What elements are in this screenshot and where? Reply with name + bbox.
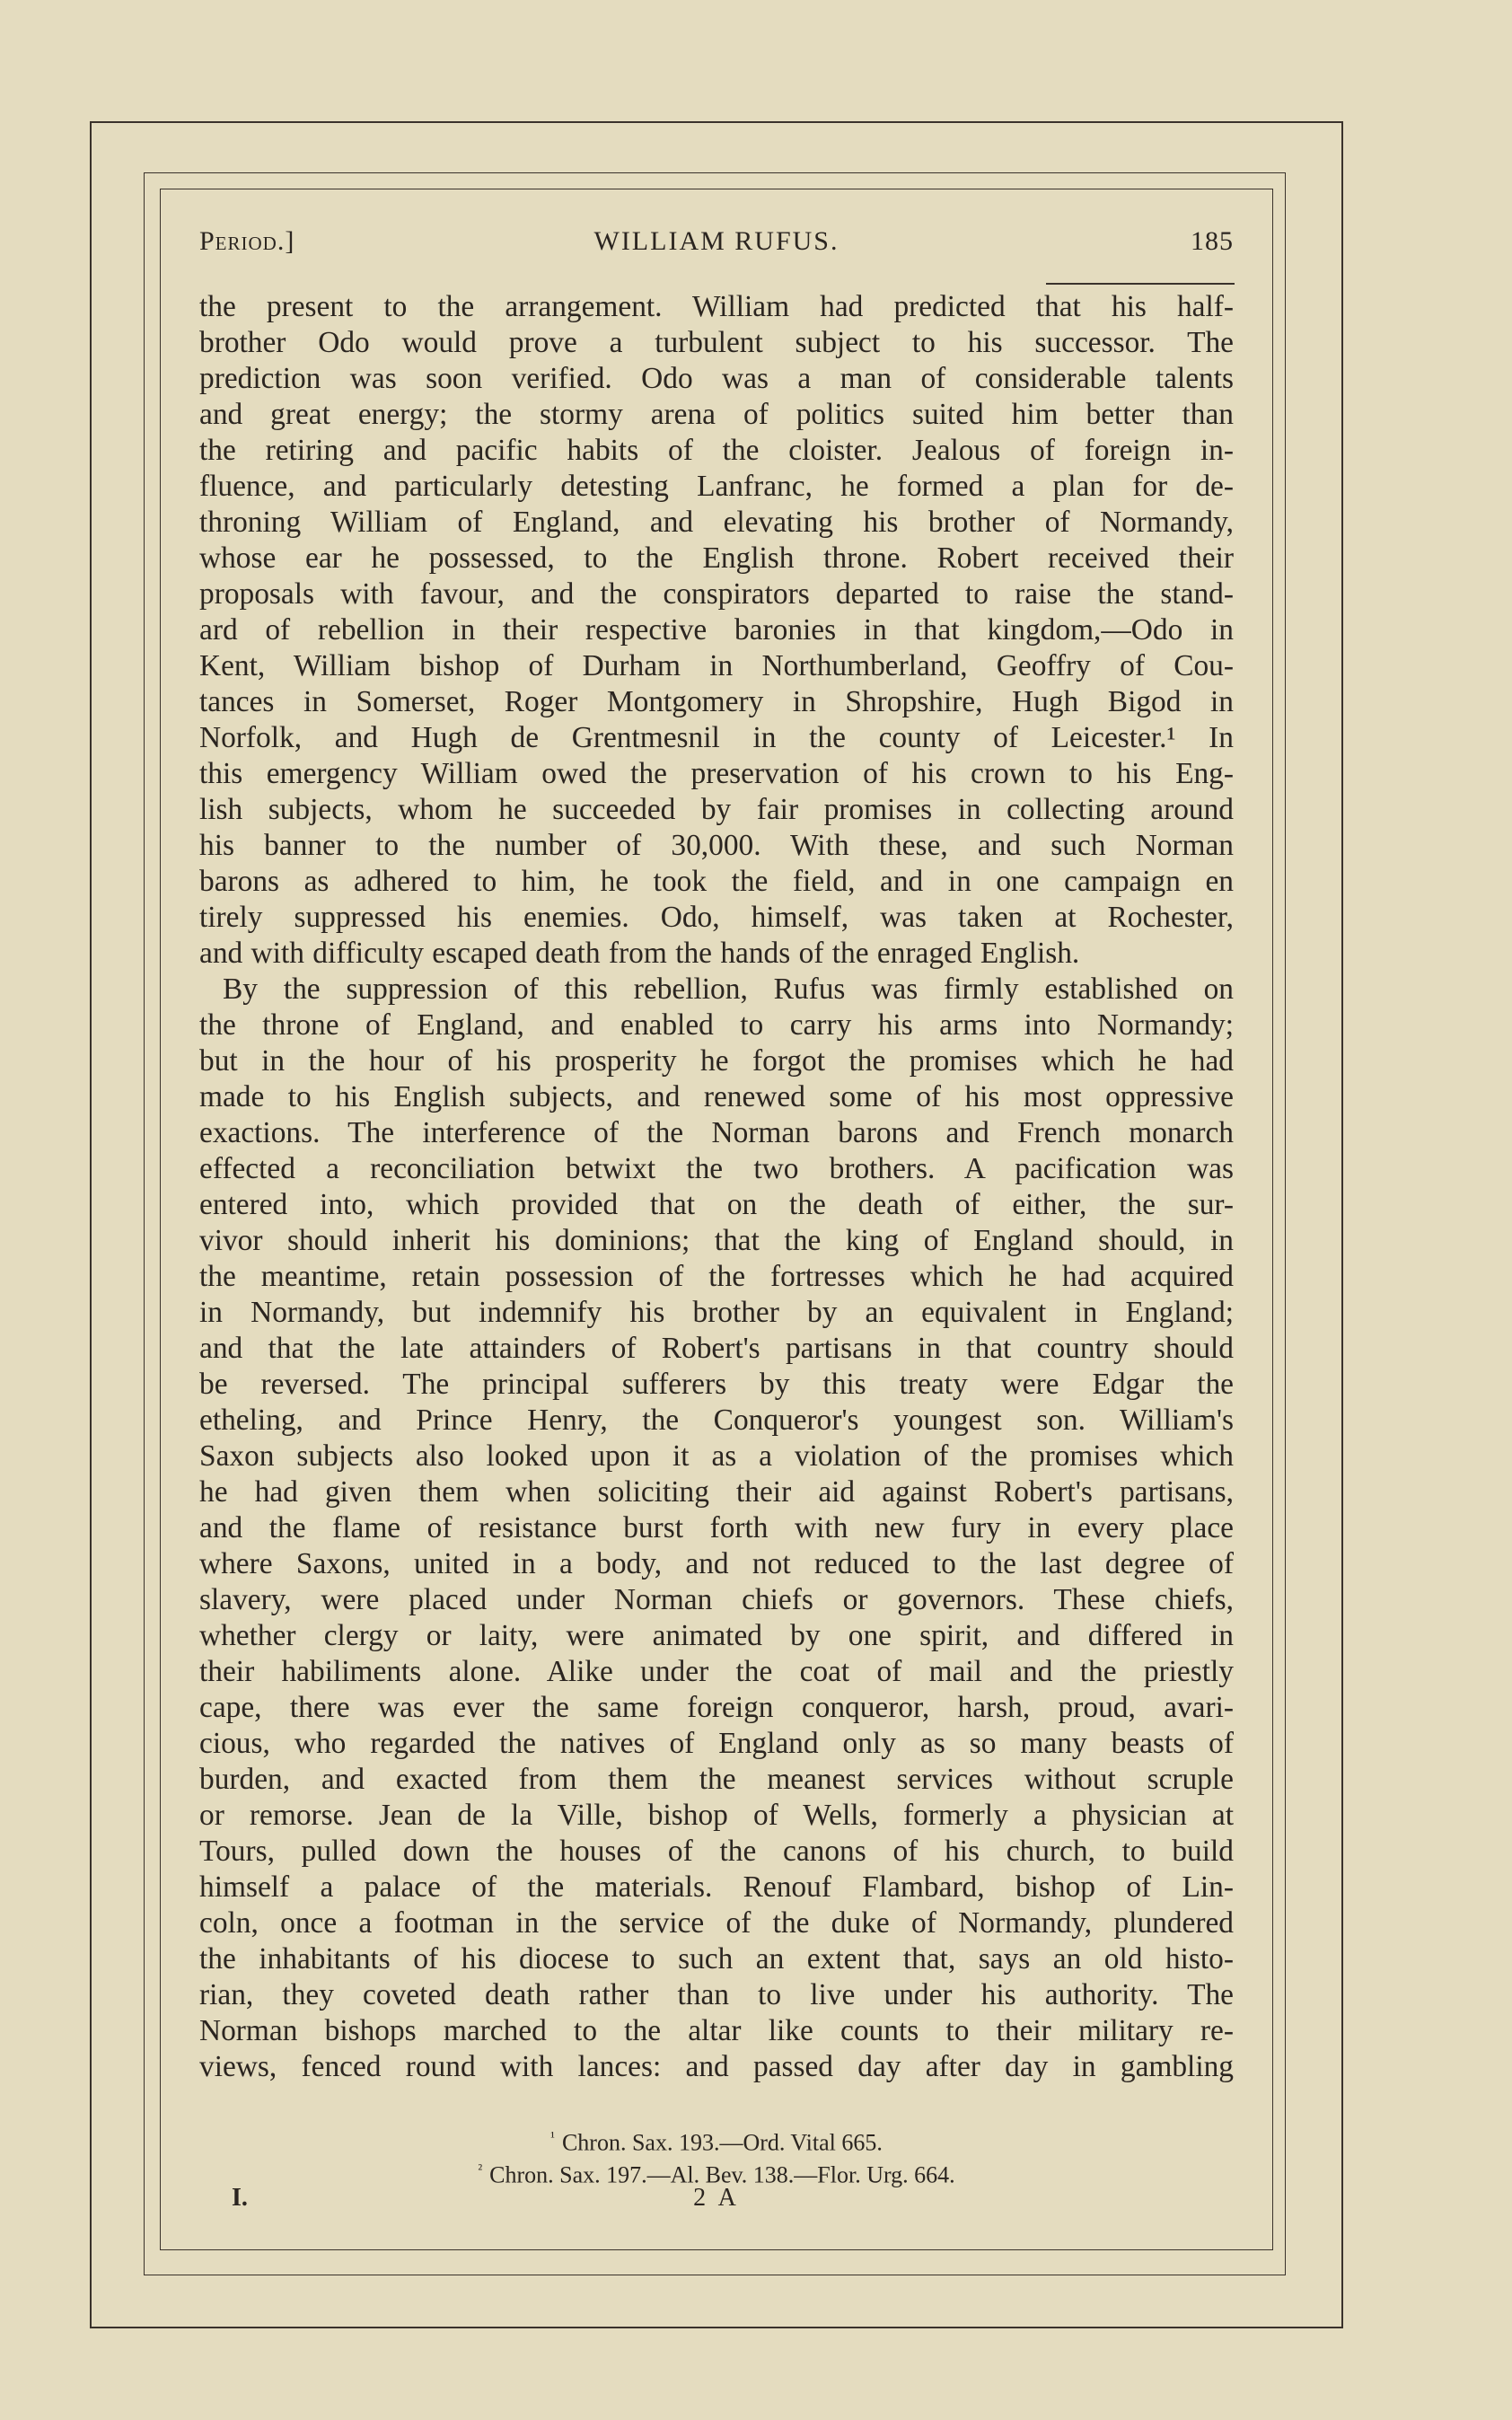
running-header: [199, 226, 1234, 266]
footnote-text: Chron. Sax. 197.—Al. Bev. 138.—Flor. Urg. 664.: [489, 2161, 955, 2188]
body-line: By the suppression of this rebellion, Rufus was firmly established on: [223, 972, 1234, 1006]
body-line: whether clergy or laity, were animated by one spirit, and differed in: [199, 1619, 1234, 1652]
header-rule: [1046, 283, 1235, 285]
signature-row: [199, 2184, 1234, 2220]
running-head-title: WILLIAM RUFUS.: [593, 226, 840, 256]
body-line: Tours, pulled down the houses of the canons of his church, to build: [199, 1835, 1234, 1868]
body-line: he had given them when soliciting their aid against Robert's partisans,: [199, 1475, 1234, 1509]
body-line: be reversed. The principal sufferers by this treaty were Edgar the: [199, 1368, 1234, 1401]
footnote-1: [199, 2125, 1234, 2157]
body-line: coln, once a footman in the service of the duke of Normandy, plundered: [199, 1906, 1234, 1940]
body-line: and with difficulty escaped death from the hands of the enraged English.: [199, 937, 1080, 970]
footnotes: [199, 2125, 1234, 2188]
body-line: or remorse. Jean de la Ville, bishop of Wells, formerly a physician at: [199, 1799, 1234, 1832]
body-line: himself a palace of the materials. Renouf Flambard, bishop of Lin-: [199, 1870, 1234, 1904]
body-line: lish subjects, whom he succeeded by fair promises in collecting around: [199, 793, 1234, 826]
body-line: whose ear he possessed, to the English throne. Robert received their: [199, 541, 1234, 575]
body-line: effected a reconciliation betwixt the two brothers. A pacification was: [199, 1152, 1234, 1185]
body-line: but in the hour of his prosperity he forgot the promises which he had: [199, 1044, 1234, 1078]
body-line: and that the late attainders of Robert's partisans in that country should: [199, 1332, 1234, 1365]
body-line: and great energy; the stormy arena of politics suited him better than: [199, 398, 1234, 431]
body-line: prediction was soon verified. Odo was a man of considerable talents: [199, 362, 1234, 395]
page-number: 185: [1191, 226, 1234, 256]
body-line: burden, and exacted from them the meanest services without scruple: [199, 1763, 1234, 1796]
body-line: the retiring and pacific habits of the cloister. Jealous of foreign in-: [199, 434, 1234, 467]
body-line: Saxon subjects also looked upon it as a violation of the promises which: [199, 1439, 1234, 1473]
body-line: Norfolk, and Hugh de Grentmesnil in the county of Leicester.¹ In: [199, 721, 1234, 754]
body-line: in Normandy, but indemnify his brother by an equivalent in England;: [199, 1296, 1234, 1329]
footnote-mark: ¹: [550, 2130, 555, 2145]
body-line: ard of rebellion in their respective baronies in that kingdom,—Odo in: [199, 613, 1234, 647]
body-line: cious, who regarded the natives of England only as so many beasts of: [199, 1727, 1234, 1760]
body-line: proposals with favour, and the conspirators departed to raise the stand-: [199, 577, 1234, 611]
body-line: fluence, and particularly detesting Lanfranc, he formed a plan for de-: [199, 470, 1234, 503]
footnote-text: Chron. Sax. 193.—Ord. Vital 665.: [561, 2129, 883, 2156]
body-line: tances in Somerset, Roger Montgomery in Shropshire, Hugh Bigod in: [199, 685, 1234, 718]
volume-mark: I.: [232, 2184, 248, 2212]
body-text: [199, 289, 1234, 2085]
body-line: tirely suppressed his enemies. Odo, himself, was taken at Rochester,: [199, 901, 1234, 934]
printer-signature: 2 A: [693, 2184, 740, 2212]
body-line: exactions. The interference of the Norman barons and French monarch: [199, 1116, 1234, 1149]
body-line: the present to the arrangement. William had predicted that his half-: [199, 290, 1234, 323]
footnote-mark: ²: [478, 2161, 483, 2178]
body-line: vivor should inherit his dominions; that the king of England should, in: [199, 1224, 1234, 1257]
body-line: and the flame of resistance burst forth with new fury in every place: [199, 1511, 1234, 1544]
body-line: entered into, which provided that on the death of either, the sur-: [199, 1188, 1234, 1221]
body-line: the meantime, retain possession of the fortresses which he had acquired: [199, 1260, 1234, 1293]
body-line: cape, there was ever the same foreign conqueror, harsh, proud, avari-: [199, 1691, 1234, 1724]
body-line: Norman bishops marched to the altar like counts to their military re-: [199, 2014, 1234, 2047]
body-line: made to his English subjects, and renewed some of his most oppressive: [199, 1080, 1234, 1113]
body-line: etheling, and Prince Henry, the Conqueror's youngest son. William's: [199, 1404, 1234, 1437]
body-line: slavery, were placed under Norman chiefs or governors. These chiefs,: [199, 1583, 1234, 1616]
body-line: their habiliments alone. Alike under the coat of mail and the priestly: [199, 1655, 1234, 1688]
body-line: barons as adhered to him, he took the field, and in one campaign en: [199, 865, 1234, 898]
body-line: Kent, William bishop of Durham in Northumberland, Geoffry of Cou-: [199, 649, 1234, 682]
body-line: views, fenced round with lances: and passed day after day in gambling: [199, 2050, 1234, 2083]
body-line: where Saxons, united in a body, and not reduced to the last degree of: [199, 1547, 1234, 1580]
body-line: his banner to the number of 30,000. With these, and such Norman: [199, 829, 1234, 862]
body-line: the throne of England, and enabled to carry his arms into Normandy;: [199, 1008, 1234, 1042]
body-line: throning William of England, and elevating his brother of Normandy,: [199, 506, 1234, 539]
body-line: this emergency William owed the preservation of his crown to his Eng-: [199, 757, 1234, 790]
body-line: brother Odo would prove a turbulent subject to his successor. The: [199, 326, 1234, 359]
body-line: the inhabitants of his diocese to such an extent that, says an old histo-: [199, 1942, 1234, 1976]
running-head-section: Period.]: [199, 226, 295, 256]
body-line: rian, they coveted death rather than to live under his authority. The: [199, 1978, 1234, 2011]
